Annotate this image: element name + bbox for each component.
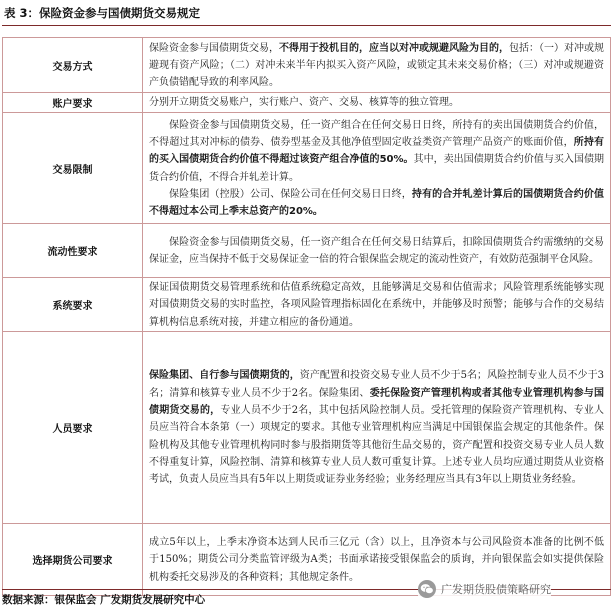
text-segment: 资产配置和投资交易专业人员不少于5名；风险控制专业人员不少于3名；清算和核算专业人员不少于2名。保险集团、: [149, 370, 605, 399]
text-segment: 分别开立期货交易账户，实行账户、资产、交易、核算等的独立管理。: [149, 97, 459, 109]
row-content: [143, 38, 611, 93]
content-paragraph: [149, 186, 604, 221]
table-title: 表 3：保险资金参与国债期货交易规定: [2, 1, 611, 26]
text-segment: 保险资金参与国债期货交易，: [149, 42, 279, 54]
content-paragraph: [149, 367, 604, 488]
bold-text-segment: 所持有的买入国债期货合约价值不得超过该资产组合净值的50%。: [149, 136, 605, 166]
row-label: 账户要求: [3, 93, 143, 113]
row-label: 人员要求: [3, 332, 143, 524]
content-paragraph: [149, 40, 604, 92]
row-content: [143, 278, 611, 332]
table-row: [3, 332, 611, 524]
text-segment: 保证国债期货交易管理系统和估值系统稳定高效，且能够满足交易和估值需求；风险管理系统能够实现对国债期货交易的实时监控，各项风险管理指标固化在系统中，并能够及时预警；能够与合作的交易结算机构信息系统对接，并建立相应的备份通道。: [149, 282, 604, 328]
row-content: [143, 332, 611, 524]
text-segment: 保险资金参与国债期货交易，任一资产组合在任何交易日结算后，扣除国债期货合约需缴纳的交易保证金，应当保持不低于交易保证金一倍的符合银保监会规定的流动性资产，有效防范强制平仓风险。: [149, 236, 604, 265]
row-content: [143, 113, 611, 224]
row-label: 流动性要求: [3, 224, 143, 278]
content-paragraph: [149, 94, 604, 111]
content-paragraph: [149, 279, 604, 331]
table-row: [3, 38, 611, 93]
row-label: 交易限制: [3, 113, 143, 224]
text-segment: 保险资金参与国债期货交易，任一资产组合在任何交易日日终，所持有的卖出国债期货合约价值，不得超过其对冲标的债券、债券型基金及其他净值型固定收益类资产管理产品资产的账面价值，: [149, 119, 604, 148]
bold-text-segment: 保险集团、自行参与国债期货的，: [149, 370, 300, 382]
table-row: [3, 93, 611, 113]
table-row: [3, 278, 611, 332]
wechat-watermark: [418, 576, 551, 602]
bold-text-segment: 持有的合并轧差计算后的国债期货合约价值不得超过本公司上季末总资产的20%。: [149, 188, 605, 218]
bold-text-segment: 委托保险资产管理机构或者其他专业管理机构参与国债期货交易的，: [149, 387, 604, 417]
text-segment: 保险集团（控股）公司、保险公司在任何交易日日终，: [169, 188, 412, 200]
source-note: 数据来源：银保监会 广发期货发展研究中心: [2, 589, 611, 611]
row-content: [143, 93, 611, 113]
table-row: [3, 113, 611, 224]
content-paragraph: [149, 117, 604, 186]
text-segment: 成立5年以上，上季末净资本达到人民币三亿元（含）以上，且净资本与公司风险资本准备的比例不低于150%；期货公司分类监管评级为A类；书面承诺接受银保监会的质询，并向银保监会如实提供保险机构委托交易涉及的各种资料；其他规定条件。: [149, 537, 604, 583]
row-label: 交易方式: [3, 38, 143, 93]
regulation-table: [2, 37, 611, 596]
text-segment: 专业人员不少于2名，其中包括风险控制人员。受托管理的保险资产管理机构、专业人员应当符合本条第（一）项规定的要求。其他专业管理机构应当满足中国银保监会规定的其他条件。保险机构及其他专业管理机构同时参与股指期货等其他衍生品交易的，资产配置和投资交易专业人员人数不得重复计算，风险控制、清算和核算专业人员人数可重复计算。上述专业人员均应通过期货从业资格考试，负责人员应当具有5年以上期货或证券业务经验；业务经理应当具有3年以上期货业务经验。: [149, 405, 604, 486]
wechat-icon: [418, 580, 436, 598]
row-label: 选择期货公司要求: [3, 524, 143, 596]
row-label: 系统要求: [3, 278, 143, 332]
row-content: [143, 224, 611, 278]
content-paragraph: [149, 234, 604, 269]
watermark-text: 广发期货股债策略研究: [441, 583, 551, 596]
text-segment: 包括：（一）对冲或规避现有资产风险；（二）对冲未来半年内拟买入资产风险，或锁定其未来交易价格；（三）对冲或规避资产负债错配导致的利率风险。: [149, 42, 604, 89]
text-segment: 其中，卖出国债期货合约价值与买入国债期货合约价值，不得合并轧差计算。: [149, 154, 605, 183]
table-row: [3, 224, 611, 278]
bold-text-segment: 不得用于投机目的，应当以对冲或规避风险为目的，: [279, 42, 509, 54]
